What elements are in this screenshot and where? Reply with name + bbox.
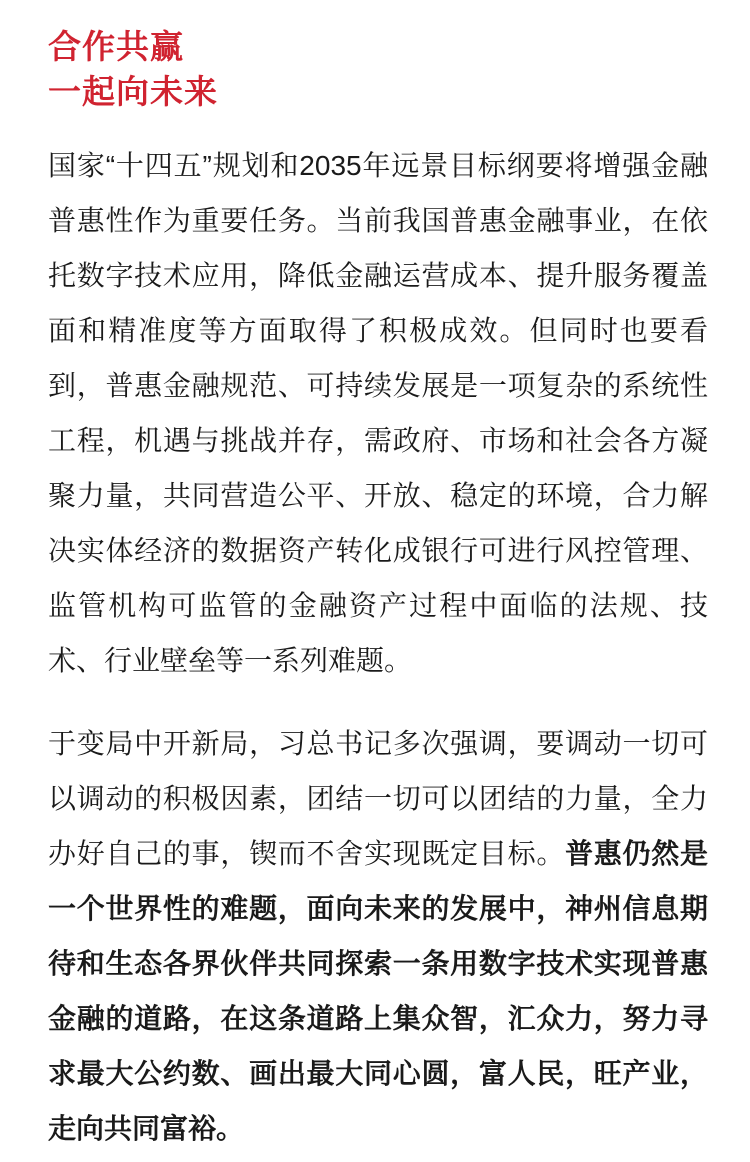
article-title (48, 24, 708, 114)
paragraph-2 (48, 716, 708, 1156)
paragraph-1-text: 国家“十四五”规划和2035年远景目标纲要将增强金融普惠性作为重要任务。当前我国普惠金融事业，在依托数字技术应用，降低金融运营成本、提升服务覆盖面和精准度等方面取得了积极成效。但同时也要看到，普惠金融规范、可持续发展是一项复杂的系统性工程，机遇与挑战并存，需政府、市场和社会各方凝聚力量，共同营造公平、开放、稳定的环境，合力解决实体经济的数据资产转化成银行可进行风控管理、监管机构可监管的金融资产过程中面临的法规、技术、行业壁垒等一系列难题。 (48, 150, 708, 676)
title-line-1: 合作共赢 (48, 28, 184, 65)
paragraph-1 (48, 138, 708, 688)
paragraph-2-text-regular: 于变局中开新局，习总书记多次强调，要调动一切可以调动的积极因素，团结一切可以团结的力量，全力办好自己的事，锲而不舍实现既定目标。 (48, 728, 708, 869)
title-line-2: 一起向未来 (48, 73, 218, 110)
paragraph-2-text-bold: 普惠仍然是一个世界性的难题，面向未来的发展中，神州信息期待和生态各界伙伴共同探索一条用数字技术实现普惠金融的道路，在这条道路上集众智，汇众力，努力寻求最大公约数、画出最大同心圆，富人民，旺产业，走向共同富裕。 (48, 838, 708, 1144)
